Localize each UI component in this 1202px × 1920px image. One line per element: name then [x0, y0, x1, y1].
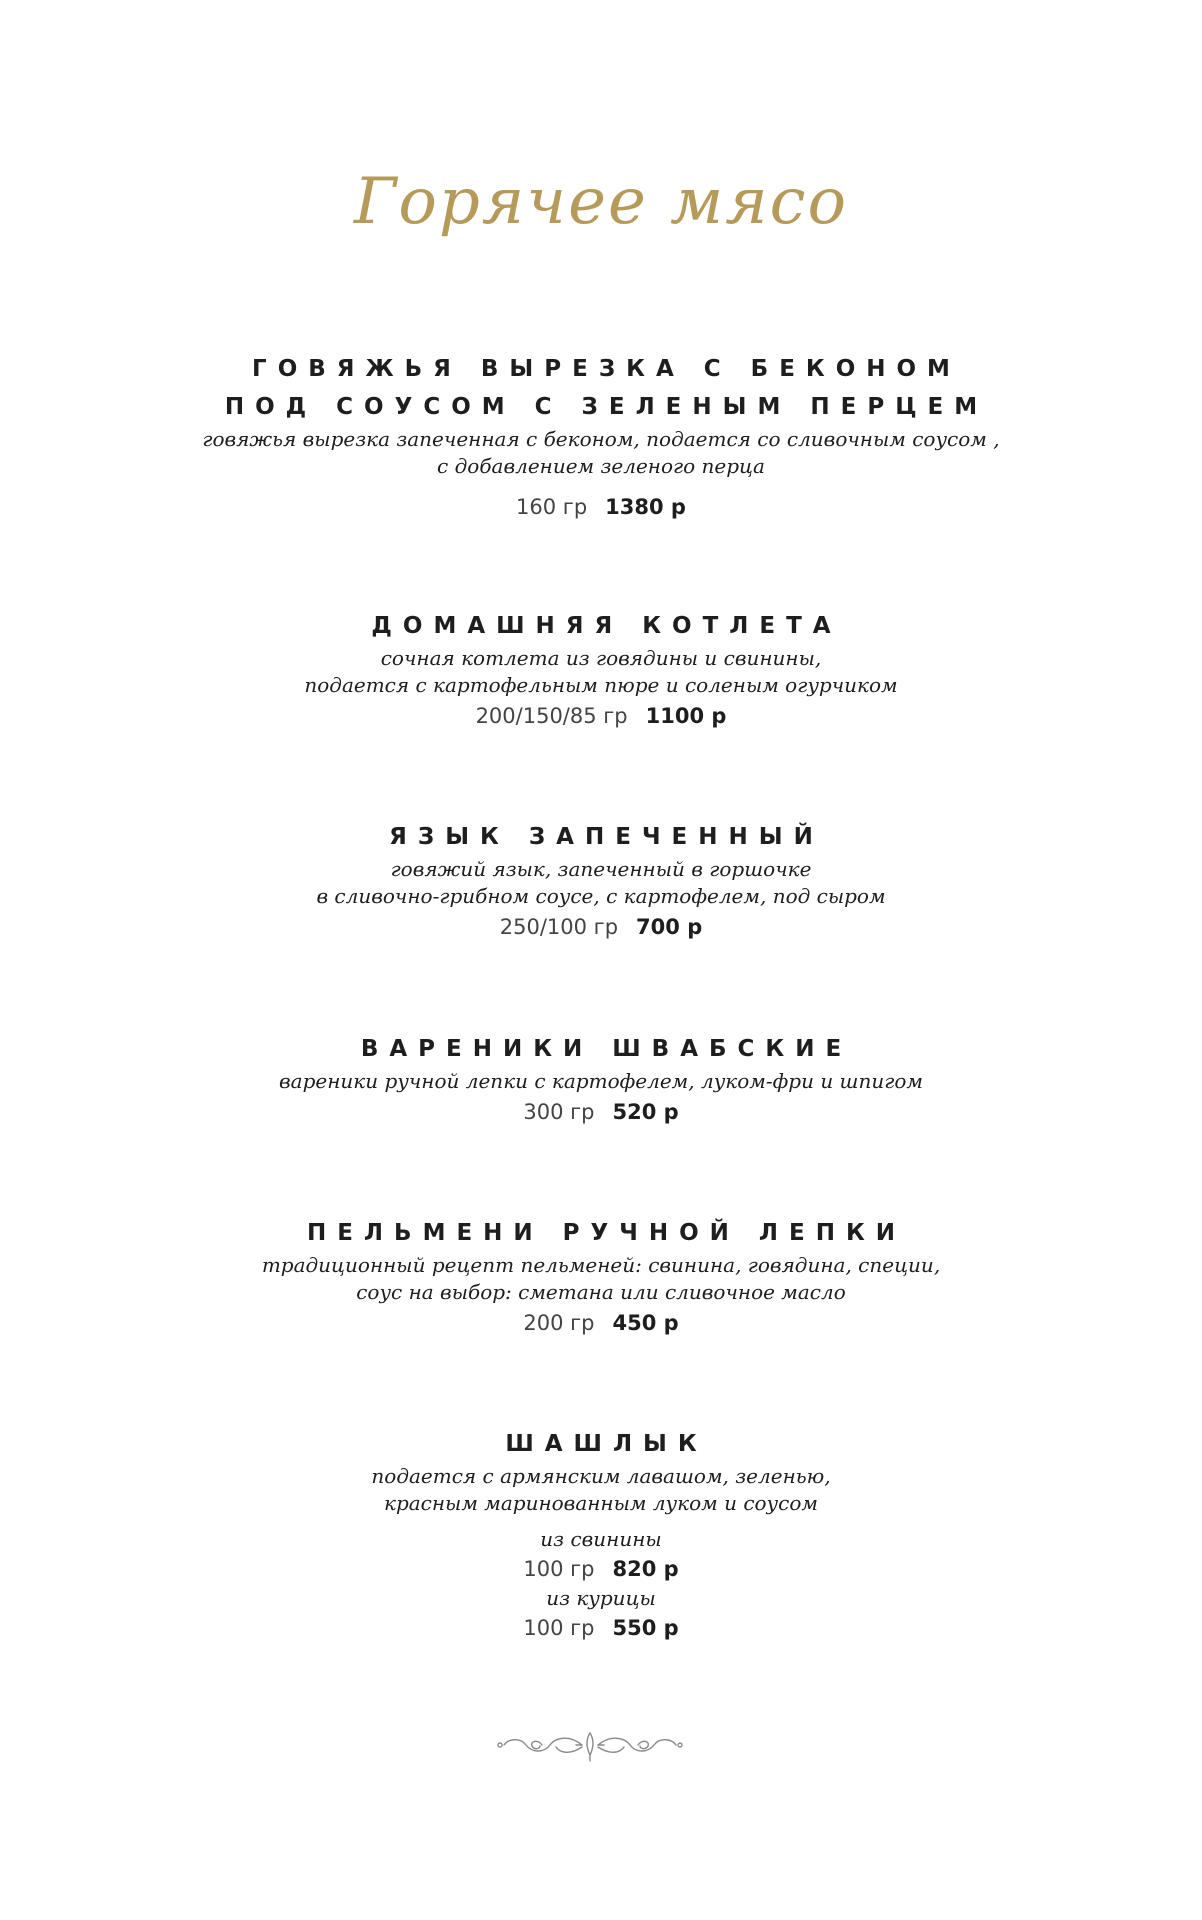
item-name: ЯЗЫК ЗАПЕЧЕННЫЙ [389, 824, 824, 850]
item-price: 450 р [612, 1311, 679, 1335]
item-weight: 200/150/85 гр [475, 704, 628, 728]
menu-item [0, 350, 1202, 522]
item-name: ГОВЯЖЬЯ ВЫРЕЗКА С БЕКОНОМ [252, 356, 961, 382]
page-title: Горячее мясо [354, 165, 848, 239]
price-row [0, 1613, 1202, 1643]
menu-item [0, 1214, 1202, 1338]
item-price: 550 р [612, 1616, 679, 1640]
item-weight: 250/100 гр [499, 915, 619, 939]
item-weight: 300 гр [523, 1100, 595, 1124]
menu-item [0, 607, 1202, 731]
menu-item [0, 818, 1202, 942]
price-row [0, 701, 1202, 731]
item-weight: 100 гр [523, 1616, 595, 1640]
price-row [0, 1308, 1202, 1338]
item-description: сочная котлета из говядины и свинины, [380, 646, 822, 670]
item-description: говяжья вырезка запеченная с беконом, подается со сливочным соусом , [202, 427, 1000, 451]
item-price: 1100 р [645, 704, 727, 728]
item-name: ПЕЛЬМЕНИ РУЧНОЙ ЛЕПКИ [306, 1220, 907, 1246]
item-description: с добавлением зеленого перца [437, 454, 765, 478]
item-price: 520 р [612, 1100, 679, 1124]
item-weight: 100 гр [523, 1557, 595, 1581]
price-row [0, 492, 1202, 522]
item-description: вареники ручной лепки с картофелем, луком-фри и шпигом [279, 1069, 923, 1093]
item-name: ДОМАШНЯЯ КОТЛЕТА [371, 613, 842, 639]
variant-label: из курицы [546, 1586, 656, 1610]
item-description: традиционный рецепт пельменей: свинина, говядина, специи, [261, 1253, 941, 1277]
item-weight: 200 гр [523, 1311, 595, 1335]
item-description: красным маринованным луком и соусом [384, 1491, 818, 1515]
item-description: подается с армянским лавашом, зеленью, [371, 1464, 831, 1488]
item-name: ШАШЛЫК [505, 1431, 708, 1457]
price-row [0, 912, 1202, 942]
variant-label: из свинины [540, 1527, 662, 1551]
item-description: подается с картофельным пюре и соленым огурчиком [304, 673, 898, 697]
price-row [0, 1097, 1202, 1127]
item-name: ПОД СОУСОМ С ЗЕЛЕНЫМ ПЕРЦЕМ [224, 394, 989, 420]
item-description: говяжий язык, запеченный в горшочке [390, 857, 812, 881]
item-description: в сливочно-грибном соусе, с картофелем, под сыром [316, 884, 886, 908]
item-weight: 160 гр [516, 495, 588, 519]
item-price: 1380 р [605, 495, 686, 519]
menu-item [0, 1425, 1202, 1643]
item-name: ВАРЕНИКИ ШВАБСКИЕ [360, 1036, 853, 1062]
item-price: 820 р [612, 1557, 679, 1581]
ornament-divider-icon [490, 1725, 690, 1765]
price-row [0, 1554, 1202, 1584]
item-description: соус на выбор: сметана или сливочное масло [356, 1280, 846, 1304]
menu-item [0, 1030, 1202, 1127]
item-price: 700 р [636, 915, 703, 939]
